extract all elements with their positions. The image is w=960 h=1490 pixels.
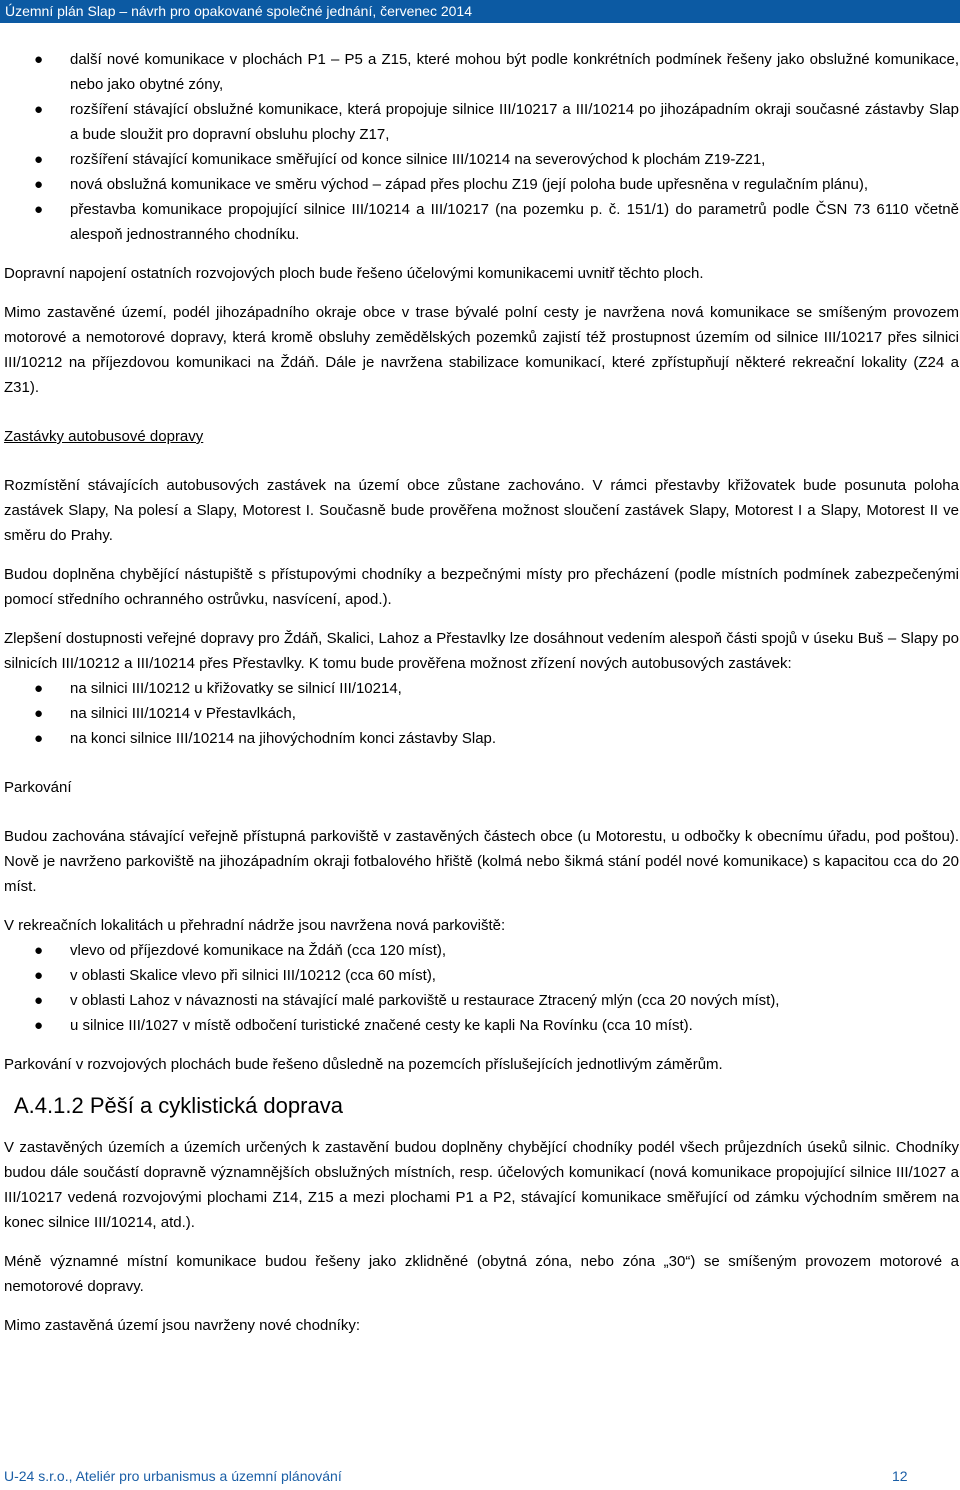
bullet-icon: ● (34, 1017, 44, 1034)
list-item: ● vlevo od příjezdové komunikace na Ždáň (cca 120 míst), (4, 938, 959, 963)
paragraph-bus-stops: Rozmístění stávajících autobusových zastávek na území obce zůstane zachováno. V rámci přestavby křižovatek bude posunuta poloha zastávek Slapy, Na polesí a Slapy, Motorest I. Současně bude prověřena možnost sloučení zastávek Slapy, Motorest I a Slapy, Motorest II ve směru do Prahy. (4, 477, 959, 544)
bullet-icon: ● (34, 51, 44, 68)
road-list (4, 47, 959, 247)
bus-stop-list (4, 676, 959, 751)
document-body (4, 47, 959, 1338)
header-title: Územní plán Slap – návrh pro opakované společné jednání, červenec 2014 (5, 3, 472, 19)
page-number: 12 (892, 1468, 908, 1484)
list-item: ● na silnici III/10214 v Přestavlkách, (4, 701, 959, 726)
paragraph-calm-roads: Méně významné místní komunikace budou řešeny jako zklidněné (obytná zóna, nebo zóna „30“) se smíšeným provozem motorové a nemotorové dopravy. (4, 1253, 959, 1295)
list-item: ● na konci silnice III/10214 na jihovýchodním konci zástavby Slap. (4, 726, 959, 751)
bullet-icon: ● (34, 967, 44, 984)
list-item: ● přestavba komunikace propojující silnice III/10214 a III/10217 (na pozemku p. č. 151/1) do parametrů podle ČSN 73 6110 včetně alespoň jednostranného chodníku. (4, 197, 959, 247)
list-item: ● v oblasti Lahoz v návaznosti na stávající malé parkoviště u restaurace Ztracený mlýn (cca 20 nových míst), (4, 988, 959, 1013)
bullet-icon: ● (34, 201, 44, 218)
bullet-icon: ● (34, 942, 44, 959)
list-item: ● rozšíření stávající komunikace směřující od konce silnice III/10214 na severovýchod k plochám Z19-Z21, (4, 147, 959, 172)
bullet-icon: ● (34, 992, 44, 1009)
paragraph-platforms: Budou doplněna chybějící nástupiště s přístupovými chodníky a bezpečnými místy pro přecházení (podle místních podmínek zabezpečenými pomocí středního ochranného ostrůvku, nasvícení, apod.). (4, 566, 959, 608)
paragraph-public-transport: Zlepšení dostupnosti veřejné dopravy pro Ždáň, Skalici, Lahoz a Přestavlky lze dosáhnout vedením alespoň části spojů v úseku Buš – Slapy po silnicích III/10212 a III/10214 přes Přestavlky. K tomu bude prověřena možnost zřízení nových autobusových zastávek: (4, 630, 959, 672)
bullet-icon: ● (34, 705, 44, 722)
parking-list (4, 938, 959, 1038)
paragraph-recreation-parking: V rekreačních lokalitách u přehradní nádrže jsou navržena nová parkoviště: (4, 917, 506, 934)
paragraph-new-road: Mimo zastavěné území, podél jihozápadního okraje obce v trase bývalé polní cesty je navržena nová komunikace se smíšeným provozem motorové a nemotorové dopravy, která kromě obsluhy zemědělských pozemků zajistí též prostupnost územím od silnice III/10217 přes silnici III/10212 na příjezdovou komunikaci na Ždáň. Dále je navržena stabilizace komunikací, které zpřístupňují některé rekreační lokality (Z24 a Z31). (4, 304, 959, 396)
bullet-icon: ● (34, 680, 44, 697)
paragraph-access: Dopravní napojení ostatních rozvojových ploch bude řešeno účelovými komunikacemi uvnitř těchto ploch. (4, 265, 704, 282)
list-item: ● nová obslužná komunikace ve směru východ – západ přes plochu Z19 (její poloha bude upřesněna v regulačním plánu), (4, 172, 959, 197)
heading-bus-stops: Zastávky autobusové dopravy (4, 428, 204, 445)
section-heading: A.4.1.2 Pěší a cyklistická doprava (14, 1093, 343, 1118)
bullet-icon: ● (34, 730, 44, 747)
page-header (0, 0, 960, 23)
list-item: ● v oblasti Skalice vlevo při silnici III/10212 (cca 60 míst), (4, 963, 959, 988)
paragraph-new-sidewalks: Mimo zastavěná území jsou navrženy nové chodníky: (4, 1317, 361, 1334)
paragraph-development-parking: Parkování v rozvojových plochách bude řešeno důsledně na pozemcích příslušejících jednotlivým záměrům. (4, 1056, 723, 1073)
list-item: ● na silnici III/10212 u křižovatky se silnicí III/10214, (4, 676, 959, 701)
bullet-icon: ● (34, 151, 44, 168)
footer-company: U-24 s.r.o., Ateliér pro urbanismus a územní plánování (4, 1468, 342, 1484)
list-item: ● další nové komunikace v plochách P1 – P5 a Z15, které mohou být podle konkrétních podmínek řešeny jako obslužné komunikace, nebo jako obytné zóny, (4, 47, 959, 97)
list-item: ● rozšíření stávající obslužné komunikace, která propojuje silnice III/10217 a III/10214 po jihozápadním okraji současné zástavby Slap a bude sloužit pro dopravní obsluhu plochy Z17, (4, 97, 959, 147)
paragraph-parking: Budou zachována stávající veřejně přístupná parkoviště v zastavěných částech obce (u Motorestu, u odbočky k obecnímu úřadu, pod poštou). Nově je navrženo parkoviště na jihozápadním okraji fotbalového hřiště (kolmá nebo šikmá stání podél nové komunikace) s kapacitou cca do 20 míst. (4, 828, 959, 895)
bullet-icon: ● (34, 101, 44, 118)
bullet-icon: ● (34, 176, 44, 193)
heading-parking: Parkování (4, 779, 72, 796)
paragraph-sidewalks: V zastavěných územích a územích určených k zastavění budou doplněny chybějící chodníky podél všech průjezdních úseků silnic. Chodníky budou dále součástí dopravně významnějších obslužných místních, resp. účelových komunikací (nová komunikace propojující silnice III/1027 a III/10217 vedená rozvojovými plochami Z14, Z15 a mezi plochami P1 a P2, stávající komunikace směřující od zámku východním směrem na konec silnice III/10214, atd.). (4, 1139, 959, 1231)
list-item: ● u silnice III/1027 v místě odbočení turistické značené cesty ke kapli Na Rovínku (cca 10 míst). (4, 1013, 959, 1038)
page-footer (4, 1468, 956, 1484)
